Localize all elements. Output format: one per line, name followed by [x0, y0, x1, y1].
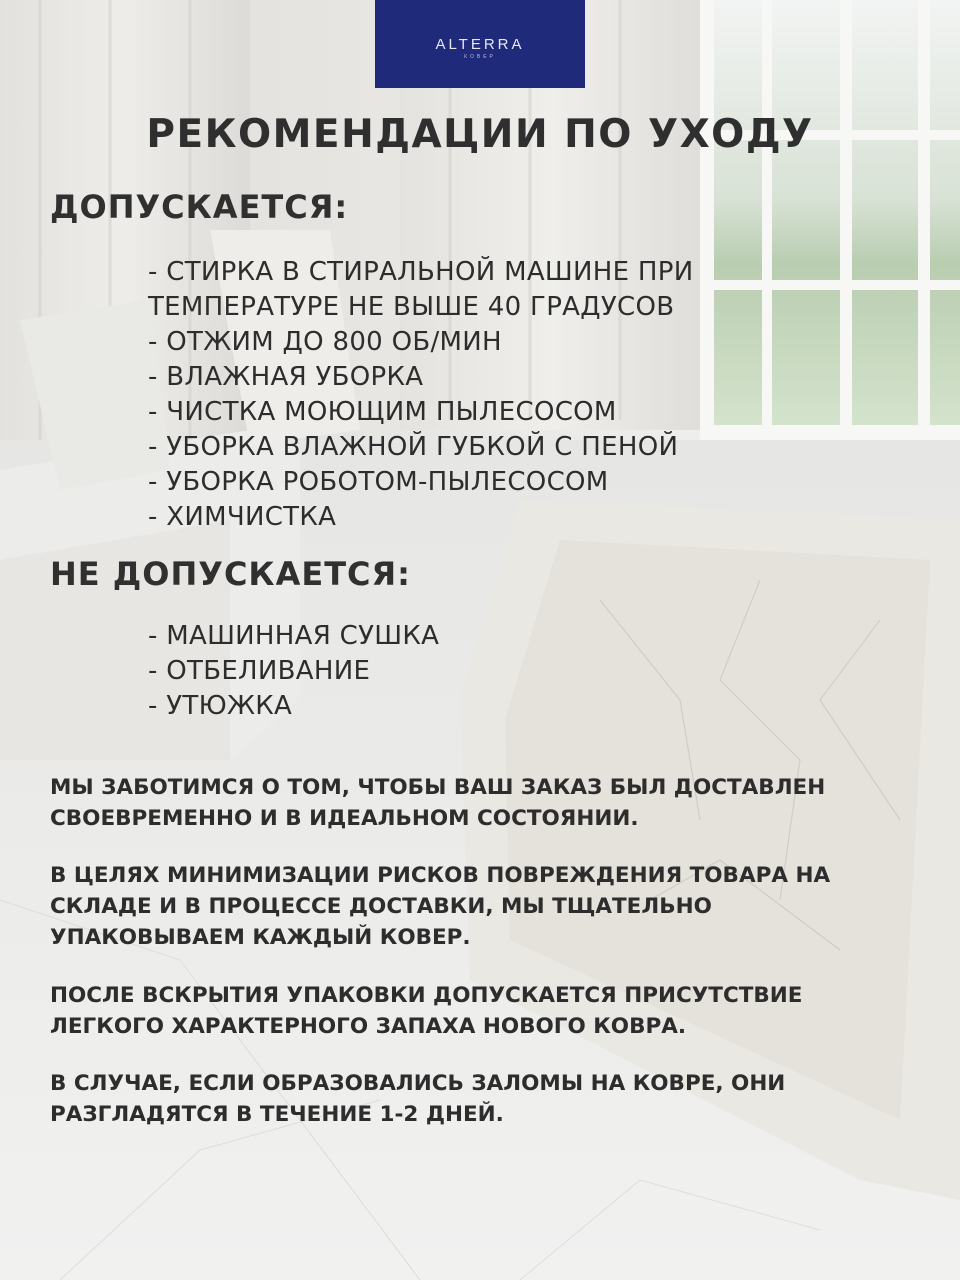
- list-item: ТЕМПЕРАТУРЕ НЕ ВЫШЕ 40 ГРАДУСОВ: [148, 292, 675, 322]
- delivery-note: МЫ ЗАБОТИМСЯ О ТОМ, ЧТОБЫ ВАШ ЗАКАЗ БЫЛ ДОСТАВЛЕН СВОЕВРЕМЕННО И В ИДЕАЛЬНОМ СОСТОЯНИИ.: [50, 775, 826, 831]
- page-title: РЕКОМЕНДАЦИИ ПО УХОДУ: [146, 112, 814, 157]
- list-item: - МАШИННАЯ СУШКА: [148, 621, 440, 651]
- logo-tagline: КОВЕР: [464, 54, 496, 60]
- allowed-heading: ДОПУСКАЕТСЯ:: [50, 188, 349, 226]
- creases-note: В СЛУЧАЕ, ЕСЛИ ОБРАЗОВАЛИСЬ ЗАЛОМЫ НА КОВРЕ, ОНИ РАЗГЛАДЯТСЯ В ТЕЧЕНИЕ 1-2 ДНЕЙ.: [50, 1071, 786, 1127]
- list-item: - УТЮЖКА: [148, 691, 293, 721]
- packaging-note: В ЦЕЛЯХ МИНИМИЗАЦИИ РИСКОВ ПОВРЕЖДЕНИЯ ТОВАРА НА СКЛАДЕ И В ПРОЦЕССЕ ДОСТАВКИ, МЫ ТЩАТЕЛЬНО УПАКОВЫВАЕМ КАЖДЫЙ КОВЕР.: [50, 863, 831, 950]
- list-item: - УБОРКА РОБОТОМ-ПЫЛЕСОСОМ: [148, 467, 609, 497]
- list-item: - ВЛАЖНАЯ УБОРКА: [148, 362, 424, 392]
- logo-brand: ALTERRA: [435, 36, 525, 53]
- list-item: - ОТЖИМ ДО 800 ОБ/МИН: [148, 327, 502, 357]
- brand-logo: [375, 0, 585, 88]
- forbidden-heading: НЕ ДОПУСКАЕТСЯ:: [50, 555, 411, 593]
- allowed-list: [148, 255, 693, 535]
- smell-note: ПОСЛЕ ВСКРЫТИЯ УПАКОВКИ ДОПУСКАЕТСЯ ПРИСУТСТВИЕ ЛЕГКОГО ХАРАКТЕРНОГО ЗАПАХА НОВОГО КОВРА.: [50, 983, 803, 1039]
- list-item: - СТИРКА В СТИРАЛЬНОЙ МАШИНЕ ПРИ: [148, 257, 694, 287]
- list-item: - ОТБЕЛИВАНИЕ: [148, 656, 371, 686]
- list-item: - ЧИСТКА МОЮЩИМ ПЫЛЕСОСОМ: [148, 397, 617, 427]
- forbidden-list: [148, 619, 439, 724]
- list-item: - ХИМЧИСТКА: [148, 502, 337, 532]
- list-item: - УБОРКА ВЛАЖНОЙ ГУБКОЙ С ПЕНОЙ: [148, 432, 679, 462]
